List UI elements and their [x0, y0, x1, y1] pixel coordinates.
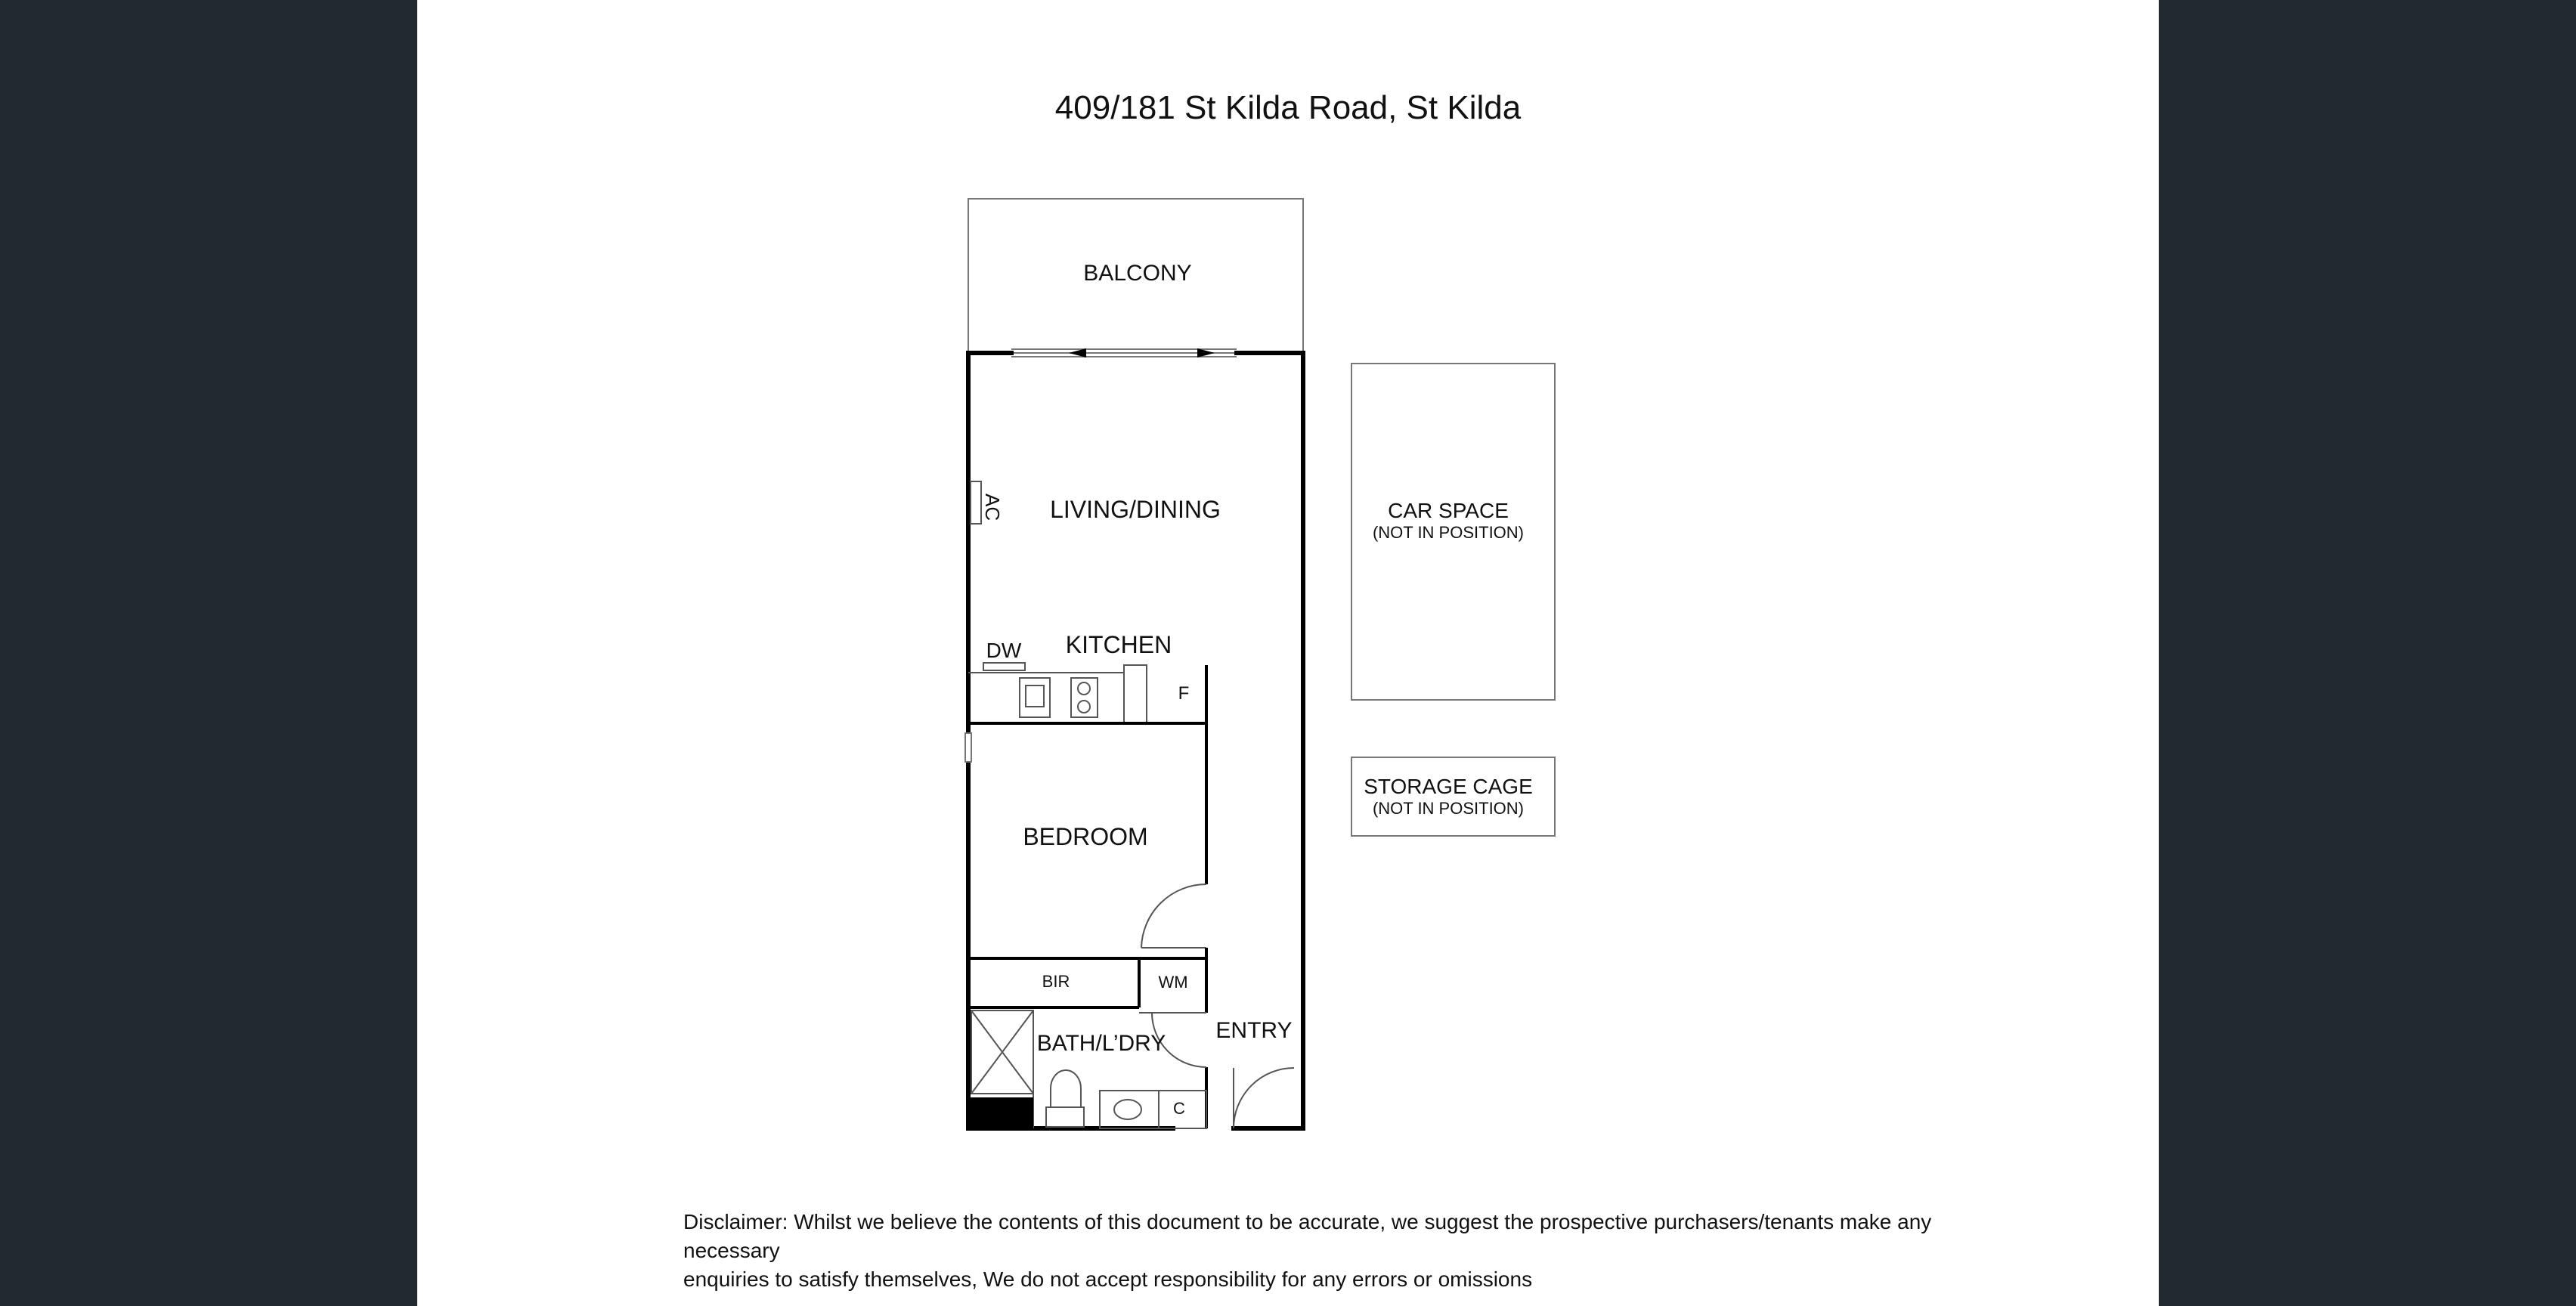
- ac-label: AC: [981, 494, 1004, 521]
- bedroom-door: [1141, 884, 1206, 948]
- ac-unit: [971, 481, 981, 524]
- storage-cage-note: (NOT IN POSITION): [1372, 799, 1525, 818]
- floor-plan-diagram: [417, 0, 2159, 1306]
- fridge-label: F: [1178, 683, 1190, 704]
- dishwasher-label: DW: [986, 639, 1022, 662]
- dishwasher: [983, 663, 1025, 670]
- cupboard-label: C: [1173, 1099, 1185, 1118]
- disclaimer: [683, 1208, 1968, 1294]
- bath-laundry-label: BATH/L’DRY: [1036, 1031, 1166, 1056]
- entry-door: [1234, 1068, 1294, 1128]
- shower-base: [968, 1097, 1033, 1128]
- kitchen-walls: [968, 665, 1206, 884]
- kitchen-bench: [968, 665, 1147, 723]
- bedroom-window: [965, 733, 971, 762]
- disclaimer-line-1: Disclaimer: Whilst we believe the contents of this document to be accurate, we suggest the prospective purchasers/tenants make any necessary: [683, 1210, 1932, 1262]
- kitchen-label: KITCHEN: [1065, 631, 1172, 658]
- toilet: [1046, 1070, 1084, 1127]
- car-space-label: CAR SPACE: [1388, 499, 1509, 522]
- living-dining-label: LIVING/DINING: [1050, 496, 1221, 523]
- floor-plan-page: [417, 0, 2159, 1306]
- wm-label: WM: [1158, 973, 1188, 992]
- plan-title: 409/181 St Kilda Road, St Kilda: [1054, 89, 1522, 126]
- outer-walls: [968, 353, 1303, 1128]
- disclaimer-line-2: enquiries to satisfy themselves, We do not accept responsibility for any errors or omissions: [683, 1267, 1533, 1291]
- car-space-note: (NOT IN POSITION): [1372, 523, 1525, 542]
- bedroom-label: BEDROOM: [1023, 823, 1148, 850]
- balcony-label: BALCONY: [1083, 261, 1192, 286]
- bir-label: BIR: [1042, 972, 1070, 991]
- storage-cage-label: STORAGE CAGE: [1364, 775, 1533, 798]
- vanity: [1100, 1091, 1159, 1128]
- entry-label: ENTRY: [1215, 1018, 1293, 1043]
